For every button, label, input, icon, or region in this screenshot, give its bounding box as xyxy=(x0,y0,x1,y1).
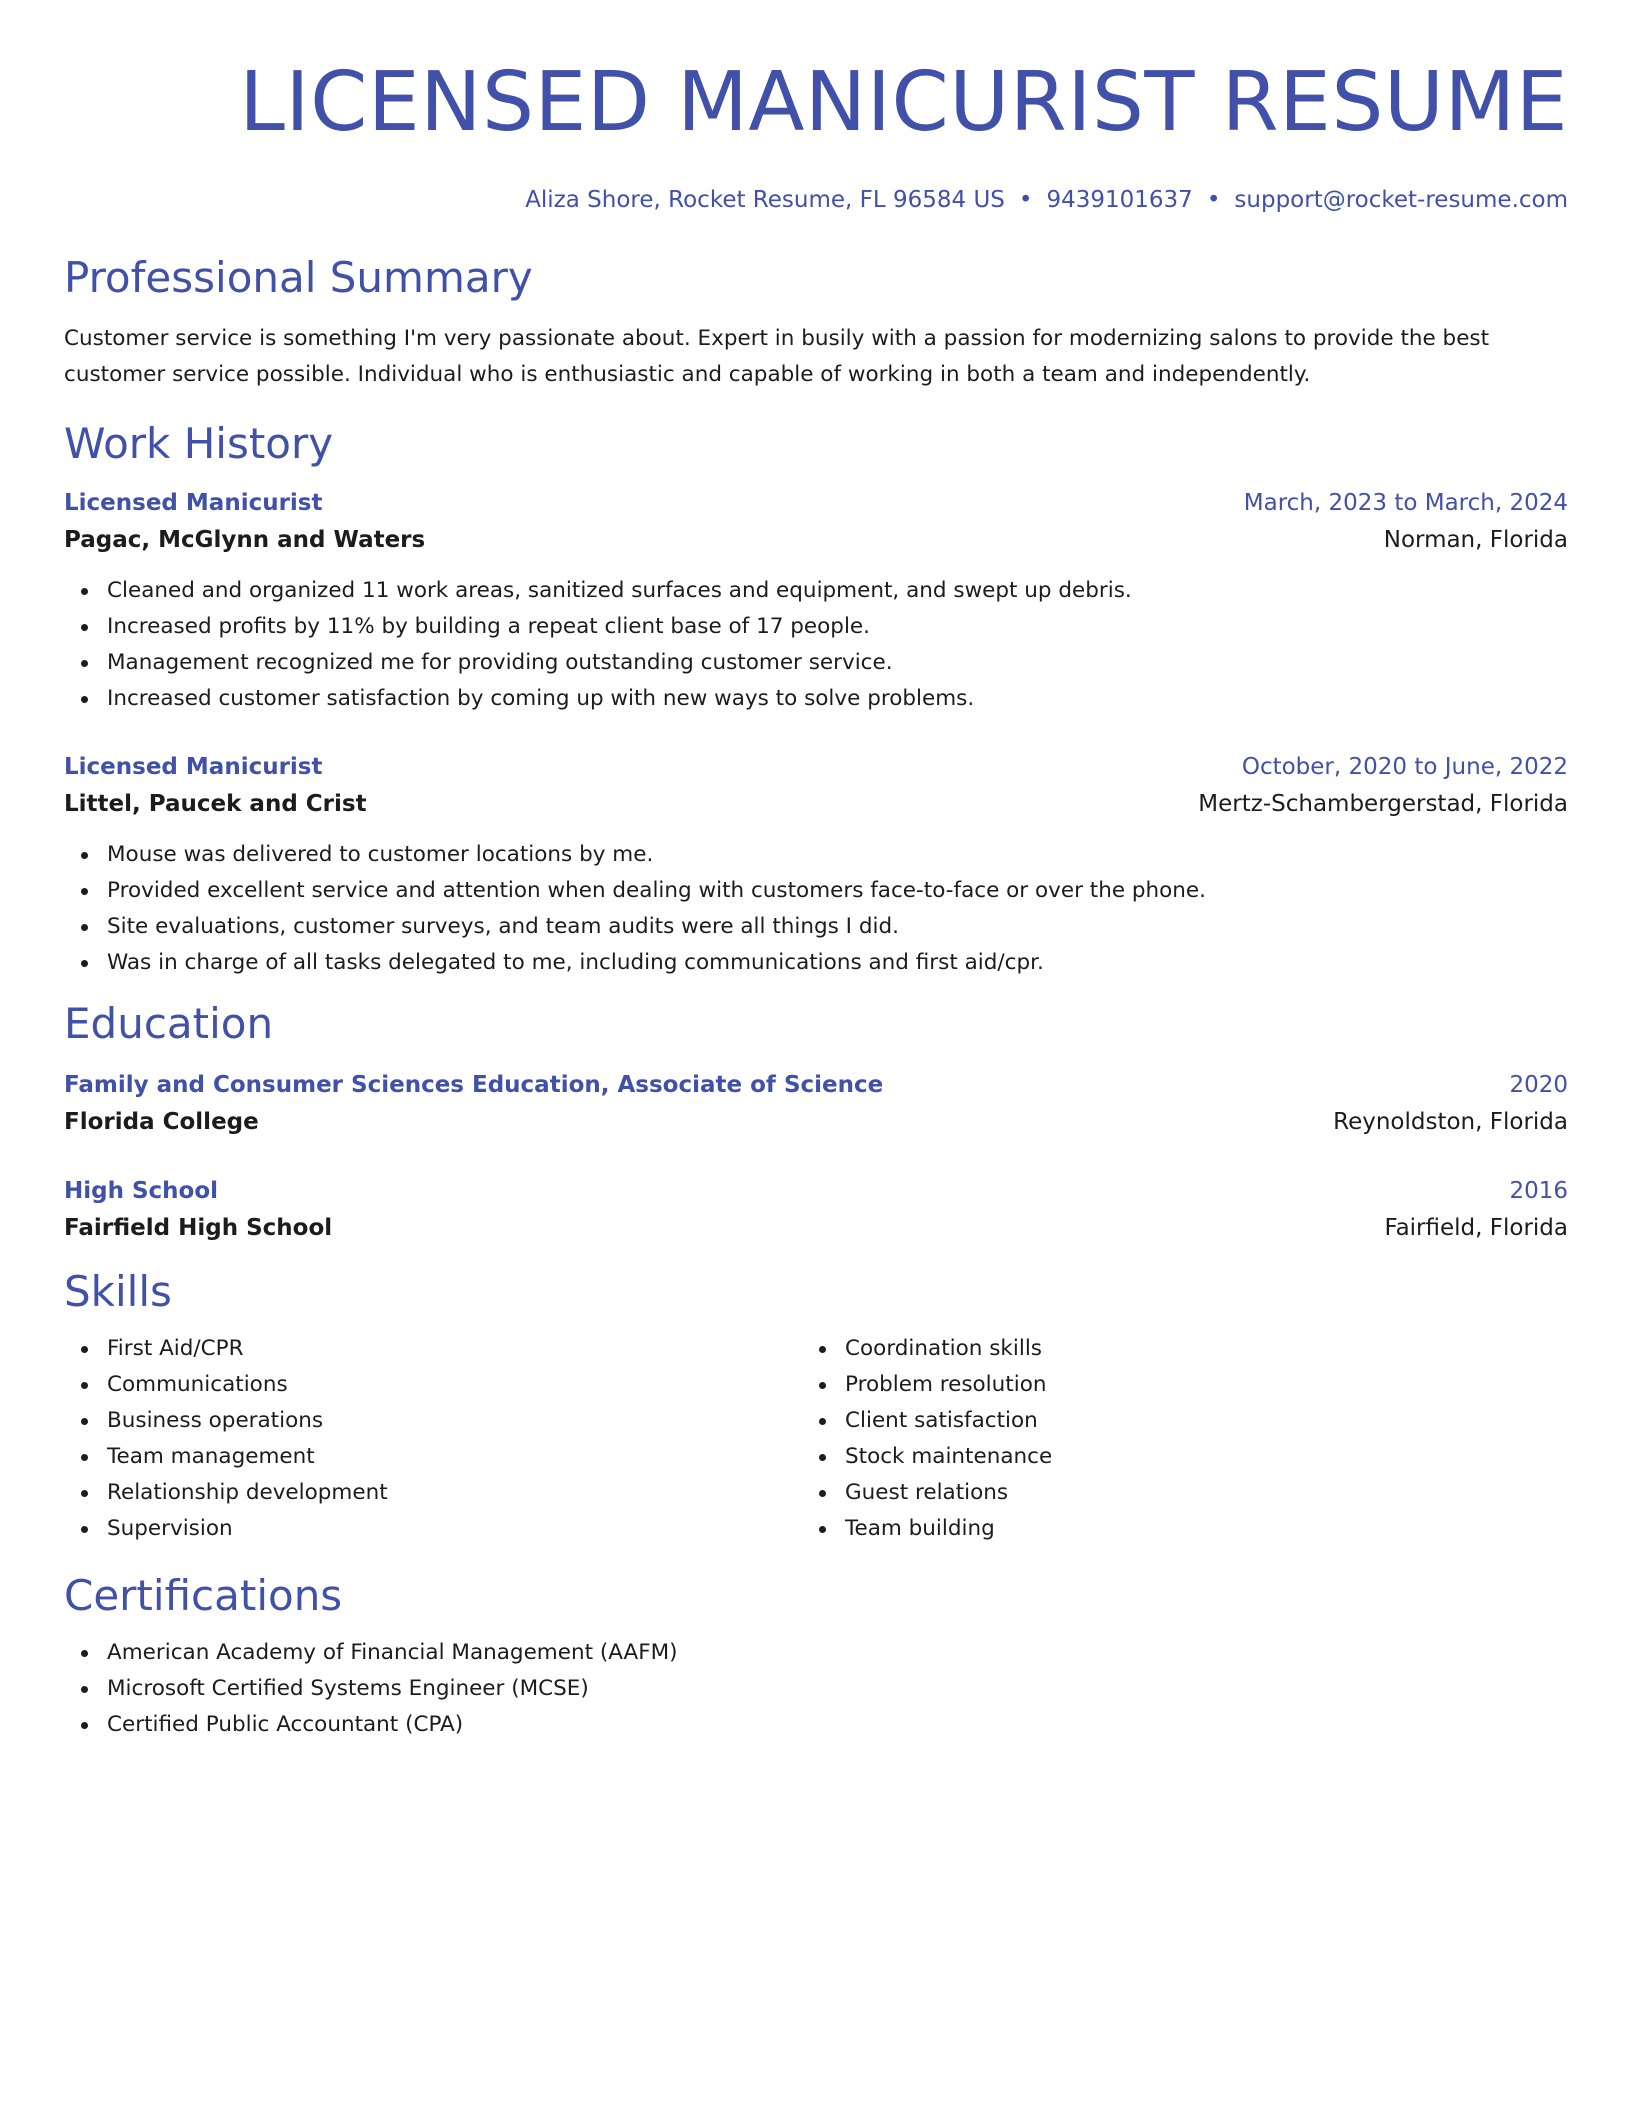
skill-item: Communications xyxy=(107,1367,802,1403)
skill-item: First Aid/CPR xyxy=(107,1331,802,1367)
education-year: 2016 xyxy=(1509,1178,1568,1204)
job-title: Licensed Manicurist xyxy=(64,754,323,780)
job-dates: October, 2020 to June, 2022 xyxy=(1241,754,1568,780)
education-school: Florida College xyxy=(64,1109,259,1135)
skills-grid xyxy=(64,1331,1568,1547)
education-heading: Education xyxy=(64,999,274,1048)
job-location: Mertz-Schambergerstad, Florida xyxy=(1198,791,1568,817)
skills-column-right xyxy=(802,1331,1540,1547)
certification-item: American Academy of Financial Management (AAFM) xyxy=(107,1635,1568,1671)
summary-heading: Professional Summary xyxy=(64,253,533,302)
education-location: Fairfield, Florida xyxy=(1384,1215,1568,1241)
contact-separator: • xyxy=(1018,187,1033,213)
education-location: Reynoldston, Florida xyxy=(1333,1109,1568,1135)
skill-item: Supervision xyxy=(107,1511,802,1547)
certifications-heading: Certifications xyxy=(64,1571,343,1620)
job-bullet: Cleaned and organized 11 work areas, sanitized surfaces and equipment, and swept up debris. xyxy=(107,573,1568,609)
summary-section xyxy=(64,253,1568,393)
job-bullet: Site evaluations, customer surveys, and team audits were all things I did. xyxy=(107,909,1568,945)
skill-item: Team management xyxy=(107,1439,802,1475)
job-title-row xyxy=(64,749,1568,785)
contact-separator: • xyxy=(1206,187,1221,213)
contact-line xyxy=(64,185,1568,215)
job-bullets xyxy=(64,837,1568,981)
education-degree-row xyxy=(64,1173,1568,1209)
job-title-row xyxy=(64,485,1568,521)
job-title: Licensed Manicurist xyxy=(64,490,323,516)
job-company: Pagac, McGlynn and Waters xyxy=(64,527,426,553)
work-history-heading: Work History xyxy=(64,419,334,468)
education-section xyxy=(64,999,1568,1247)
skills-heading: Skills xyxy=(64,1267,172,1316)
job-bullet: Was in charge of all tasks delegated to me, including communications and first aid/cpr. xyxy=(107,945,1568,981)
certification-item: Microsoft Certified Systems Engineer (MCSE) xyxy=(107,1671,1568,1707)
job-location: Norman, Florida xyxy=(1383,527,1568,553)
education-degree: High School xyxy=(64,1178,219,1204)
skill-item: Business operations xyxy=(107,1403,802,1439)
contact-email[interactable]: support@rocket-resume.com xyxy=(1234,187,1568,213)
contact-address: Aliza Shore, Rocket Resume, FL 96584 US xyxy=(525,187,1005,213)
job-bullet: Increased customer satisfaction by coming up with new ways to solve problems. xyxy=(107,681,1568,717)
skill-item: Coordination skills xyxy=(845,1331,1540,1367)
education-entry xyxy=(64,1173,1568,1247)
skill-item: Team building xyxy=(845,1511,1540,1547)
skills-list xyxy=(64,1331,802,1547)
job-bullet: Provided excellent service and attention when dealing with customers face-to-face or over the phone. xyxy=(107,873,1568,909)
contact-phone: 9439101637 xyxy=(1046,187,1193,213)
job-bullets xyxy=(64,573,1568,717)
job-company-row xyxy=(64,521,1568,559)
certifications-list xyxy=(64,1635,1568,1743)
education-degree: Family and Consumer Sciences Education, Associate of Science xyxy=(64,1072,884,1098)
job-bullet: Mouse was delivered to customer locations by me. xyxy=(107,837,1568,873)
skills-list xyxy=(802,1331,1540,1547)
job-company-row xyxy=(64,785,1568,823)
education-entry xyxy=(64,1067,1568,1141)
certifications-section xyxy=(64,1571,1568,1743)
job-dates: March, 2023 to March, 2024 xyxy=(1243,490,1568,516)
job-entry xyxy=(64,485,1568,717)
job-entry xyxy=(64,749,1568,981)
skill-item: Client satisfaction xyxy=(845,1403,1540,1439)
resume-title: LICENSED MANICURIST RESUME xyxy=(239,55,1568,150)
work-history-section xyxy=(64,419,1568,981)
summary-text: Customer service is something I'm very passionate about. Expert in busily with a passion for modernizing salons to provide the best customer service possible. Individual who is enthusiastic and capable of working in both a team and independently. xyxy=(64,326,1490,387)
education-school-row xyxy=(64,1209,1568,1247)
skills-section xyxy=(64,1267,1568,1547)
skill-item: Relationship development xyxy=(107,1475,802,1511)
education-year: 2020 xyxy=(1509,1072,1568,1098)
skill-item: Stock maintenance xyxy=(845,1439,1540,1475)
skill-item: Problem resolution xyxy=(845,1367,1540,1403)
education-school-row xyxy=(64,1103,1568,1141)
certification-item: Certified Public Accountant (CPA) xyxy=(107,1707,1568,1743)
skills-column-left xyxy=(64,1331,802,1547)
education-degree-row xyxy=(64,1067,1568,1103)
education-school: Fairfield High School xyxy=(64,1215,333,1241)
skill-item: Guest relations xyxy=(845,1475,1540,1511)
job-bullet: Management recognized me for providing outstanding customer service. xyxy=(107,645,1568,681)
job-company: Littel, Paucek and Crist xyxy=(64,791,367,817)
job-bullet: Increased profits by 11% by building a repeat client base of 17 people. xyxy=(107,609,1568,645)
